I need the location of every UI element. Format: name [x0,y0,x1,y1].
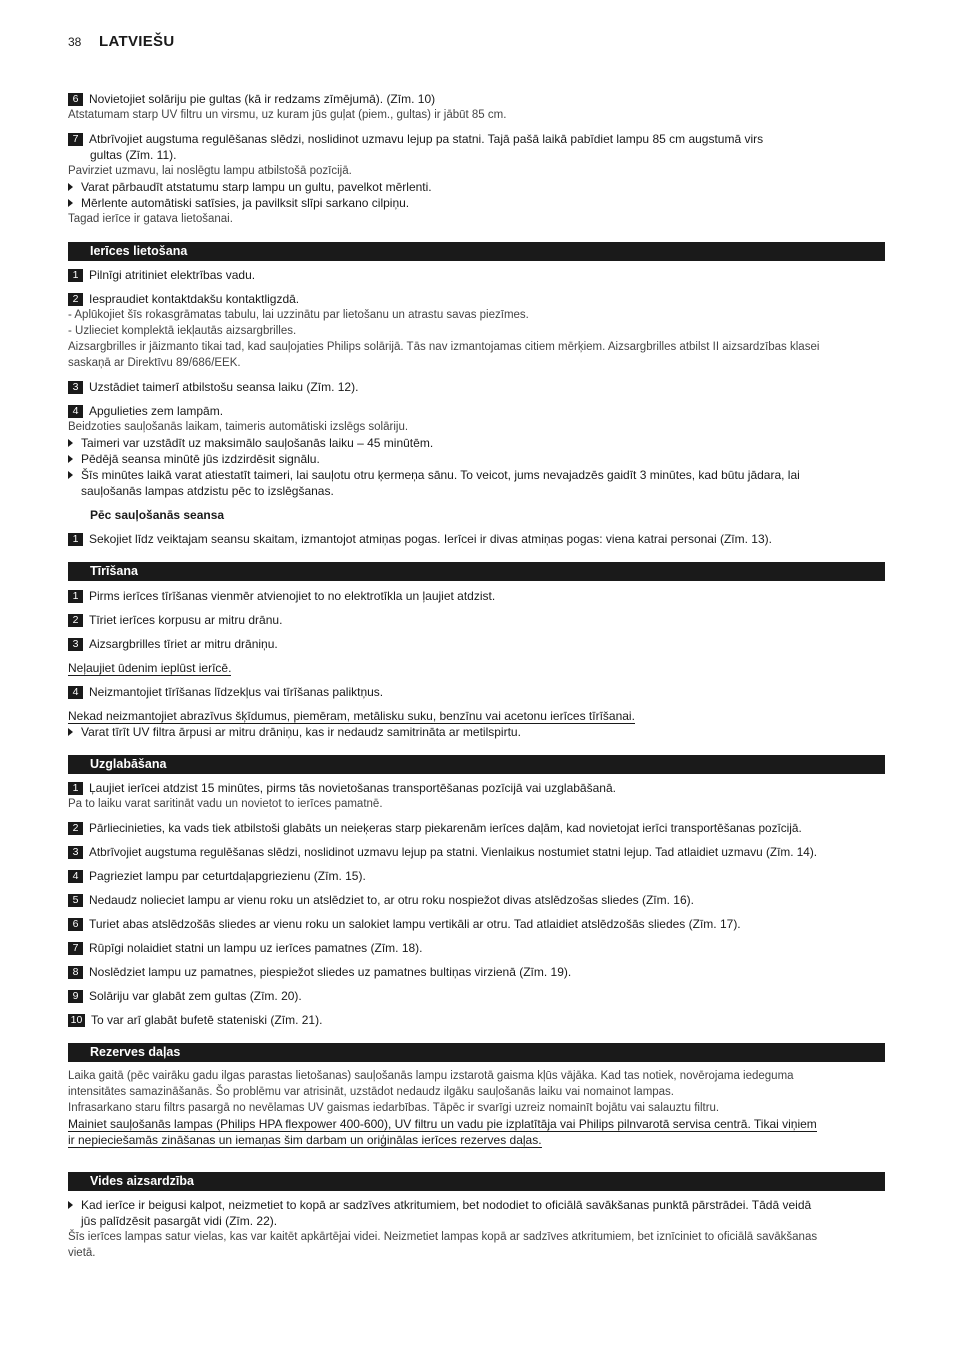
step-number: 3 [68,638,83,651]
bullet-text: Varat tīrīt UV filtra ārpusi ar mitru drāniņu, kas ir nedaudz samitrināta ar metilspirtu. [81,725,521,739]
step-number: 10 [68,1014,85,1027]
step-note: Atstatumam starp UV filtru un virsmu, uz kuram jūs guļat (piem., gultas) ir jābūt 85 cm. [68,109,507,121]
warning-underlined: Nekad neizmantojiet abrazīvus šķīdumus, piemēram, metālisku suku, benzīnu vai acetonu ierīces tīrīšanai. [68,709,635,723]
step-6 [68,91,435,107]
step-number: 1 [68,782,83,795]
bullet-arrow-icon [68,199,73,207]
dash-item: - Aplūkojiet šīs rokasgrāmatas tabulu, lai uzzinātu par lietošanu un atrastu savas piezīmes. [68,309,529,321]
page-language-title: LATVIEŠU [99,33,175,50]
step-text: To var arī glabāt bufetē stateniski (Zīm. 21). [91,1013,323,1027]
section-header-spare-parts: Rezerves daļas [68,1043,885,1062]
step-text: Tīriet ierīces korpusu ar mitru drānu. [89,613,283,627]
bullet-item [68,195,409,211]
warning-text [68,660,231,676]
step-text: Pirms ierīces tīrīšanas vienmēr atvienojiet to no elektrotīkla un ļaujiet atdzist. [89,589,496,603]
step-text: Ļaujiet ierīcei atdzist 15 minūtes, pirms tās novietošanas transportēšanas pozīcijā vai uzglabāšanā. [89,781,616,795]
step-6 [68,916,741,932]
step-text: Rūpīgi nolaidiet statni un lampu uz ierīces pamatnes (Zīm. 18). [89,941,423,955]
bullet-arrow-icon [68,439,73,447]
bullet-text-continued: jūs palīdzēsit pasargāt vidi (Zīm. 22). [81,1214,278,1228]
step-7 [68,131,763,147]
step-text-continued: gultas (Zīm. 11). [90,148,177,162]
step-text: Noslēdziet lampu uz pamatnes, piespiežot sliedes uz pamatnes bultiņas virzienā (Zīm. 19). [89,965,572,979]
step-number: 1 [68,269,83,282]
warning-underlined: ir nepieciešamās zināšanas un iemaņas šim darbam un oriģinālas ierīces rezerves daļas. [68,1133,542,1147]
subsection-title-after-session: Pēc sauļošanās seansa [90,508,225,522]
step-5 [68,892,694,908]
step-text: Nedaudz nolieciet lampu ar vienu roku un atslēdziet to, ar otru roku nospiežot divas atslēdzošas sliedes (Zīm. 16). [89,893,694,907]
paragraph: Infrasarkano staru filtrs pasargā no nevēlamas UV gaismas iedarbības. Tāpēc ir svarīgi uzreiz nomainīt bojātu vai salauztu filtru. [68,1102,720,1114]
step-text: Sekojiet līdz veiktajam seansu skaitam, izmantojot atmiņas pogas. Ierīcei ir divas atmiņas pogas: viena katrai personai (Zīm. 13). [89,532,772,546]
goggles-note: Aizsargbrilles ir jāizmanto tikai tad, kad sauļojaties Philips solārijā. Tās nav izmantojamas citiem mērķiem. Aizsargbrilles atbilst II aizsardzības klasei [68,341,820,353]
step-text: Aizsargbrilles tīriet ar mitru drāniņu. [89,637,278,651]
step-1-after [68,531,772,547]
bullet-text: Kad ierīce ir beigusi kalpot, neizmetiet to kopā ar sadzīves atkritumiem, bet nododiet to oficiālā savākšanas punktā pārstrādei. Tādā veidā [81,1198,812,1212]
step-text: Atbrīvojiet augstuma regulēšanas slēdzi, noslidinot uzmavu lejup pa statni. Vienlaikus nostumiet statni lejup. Tad atlaidiet uzmavu (Zīm. 14). [89,845,818,859]
warning-text [68,708,635,724]
step-4 [68,403,223,419]
step-text: Solāriju var glabāt zem gultas (Zīm. 20). [89,989,302,1003]
step-text: Apgulieties zem lampām. [89,404,224,418]
step-text: Pārliecinieties, ka vads tiek atbilstoši glabāts un neieķeras starp piekarenām ierīces daļām, kad novietojat ierīci transportēšanas pozīcijā. [89,821,802,835]
paragraph: vietā. [68,1247,96,1259]
bullet-arrow-icon [68,728,73,736]
step-2 [68,291,299,307]
bullet-text: Šīs minūtes laikā varat atiestatīt taimeri, lai sauļotu otru ķermeņa sānu. To veicot, jums nevajadzēs gaidīt 3 minūtes, kad būtu jādara, lai [81,468,800,482]
section-header-use: Ierīces lietošana [68,242,885,261]
bullet-text: Mērlente automātiski satīsies, ja pavilksit slīpi sarkano cilpiņu. [81,196,410,210]
step-1 [68,588,495,604]
bullet-item [68,451,320,467]
step-text: Pilnīgi atritiniet elektrības vadu. [89,268,256,282]
step-number: 7 [68,133,83,146]
step-7 [68,940,423,956]
step-4 [68,868,366,884]
step-note: Pavirziet uzmavu, lai noslēgtu lampu atbilstošā pozīcijā. [68,165,352,177]
step-1 [68,267,255,283]
bullet-arrow-icon [68,183,73,191]
goggles-note-continued: saskaņā ar Direktīvu 89/686/EEK. [68,357,241,369]
step-number: 2 [68,822,83,835]
bullet-item [68,1197,811,1213]
section-header-storage: Uzglabāšana [68,755,885,774]
paragraph: Šīs ierīces lampas satur vielas, kas var kaitēt apkārtējai videi. Neizmetiet lampas kopā ar sadzīves atkritumiem, bet iznīciniet to oficiālā savākšanas [68,1231,818,1243]
warning-text-continued [68,1132,542,1148]
section-header-cleaning: Tīrīšana [68,562,885,581]
step-8 [68,964,571,980]
step-3 [68,844,817,860]
step-3 [68,636,278,652]
dash-item: - Uzlieciet komplektā iekļautās aizsargbrilles. [68,325,297,337]
bullet-text: Pēdējā seansa minūtē jūs izdzirdēsit signālu. [81,452,320,466]
step-number: 8 [68,966,83,979]
step-number: 2 [68,293,83,306]
page-number: 38 [68,35,82,49]
bullet-text: Varat pārbaudīt atstatumu starp lampu un gultu, pavelkot mērlenti. [81,180,432,194]
step-number: 6 [68,93,83,106]
ready-note: Tagad ierīce ir gatava lietošanai. [68,213,233,225]
step-number: 4 [68,686,83,699]
step-note: Beidzoties sauļošanās laikam, taimeris automātiski izslēgs solāriju. [68,421,409,433]
bullet-arrow-icon [68,455,73,463]
step-number: 9 [68,990,83,1003]
step-text: Novietojiet solāriju pie gultas (kā ir redzams zīmējumā). (Zīm. 10) [89,92,436,106]
bullet-item [68,435,433,451]
step-number: 4 [68,870,83,883]
step-2 [68,612,282,628]
warning-text [68,1116,817,1132]
step-text: Neizmantojiet tīrīšanas līdzekļus vai tīrīšanas paliktņus. [89,685,384,699]
step-text: Atbrīvojiet augstuma regulēšanas slēdzi, noslidinot uzmavu lejup pa statni. Tajā pašā laikā pabīdiet lampu 85 cm augstumā virs [89,132,764,146]
bullet-text-continued: sauļošanās lampas atdzistu pēc to izslēgšanas. [81,484,334,498]
step-1 [68,780,616,796]
step-number: 1 [68,590,83,603]
step-number: 5 [68,894,83,907]
bullet-arrow-icon [68,471,73,479]
step-9 [68,988,302,1004]
paragraph: intensitātes samazināšanās. Šo problēmu var atrisināt, uzstādot nedaudz ilgāku sauļošanās laiku vai nomainot lampas. [68,1086,675,1098]
section-header-environment: Vides aizsardzība [68,1172,885,1191]
bullet-arrow-icon [68,1201,73,1209]
step-4 [68,684,383,700]
paragraph: Laika gaitā (pēc vairāku gadu ilgas parastas lietošanas) sauļošanās lampu izstarotā gaisma kļūs vājāka. Kad tas notiek, novērojama iedeguma [68,1070,794,1082]
step-text: Iespraudiet kontaktdakšu kontaktligzdā. [89,292,300,306]
bullet-item [68,179,432,195]
step-3 [68,379,358,395]
step-10 [68,1012,322,1028]
warning-underlined: Mainiet sauļošanās lampas (Philips HPA flexpower 400-600), UV filtru un vadu pie izplatītāja vai Philips pilnvarotā servisa centrā. Tikai viņiem [68,1117,817,1131]
step-number: 7 [68,942,83,955]
step-number: 3 [68,381,83,394]
step-number: 6 [68,918,83,931]
step-note: Pa to laiku varat saritināt vadu un novietot to ierīces pamatnē. [68,798,383,810]
bullet-text: Taimeri var uzstādīt uz maksimālo sauļošanās laiku – 45 minūtēm. [81,436,434,450]
warning-underlined: Neļaujiet ūdenim ieplūst ierīcē. [68,661,232,675]
step-text: Uzstādiet taimerī atbilstošu seansa laiku (Zīm. 12). [89,380,359,394]
step-number: 2 [68,614,83,627]
bullet-item [68,724,521,740]
step-2 [68,820,802,836]
step-number: 1 [68,533,83,546]
step-number: 4 [68,405,83,418]
step-text: Pagrieziet lampu par ceturtdaļapgriezienu (Zīm. 15). [89,869,366,883]
step-number: 3 [68,846,83,859]
bullet-item [68,467,800,483]
step-text: Turiet abas atslēdzošās sliedes ar vienu roku un salokiet lampu vertikāli ar otru. Tad atlaidiet atslēdzošās sliedes (Zīm. 17). [89,917,741,931]
